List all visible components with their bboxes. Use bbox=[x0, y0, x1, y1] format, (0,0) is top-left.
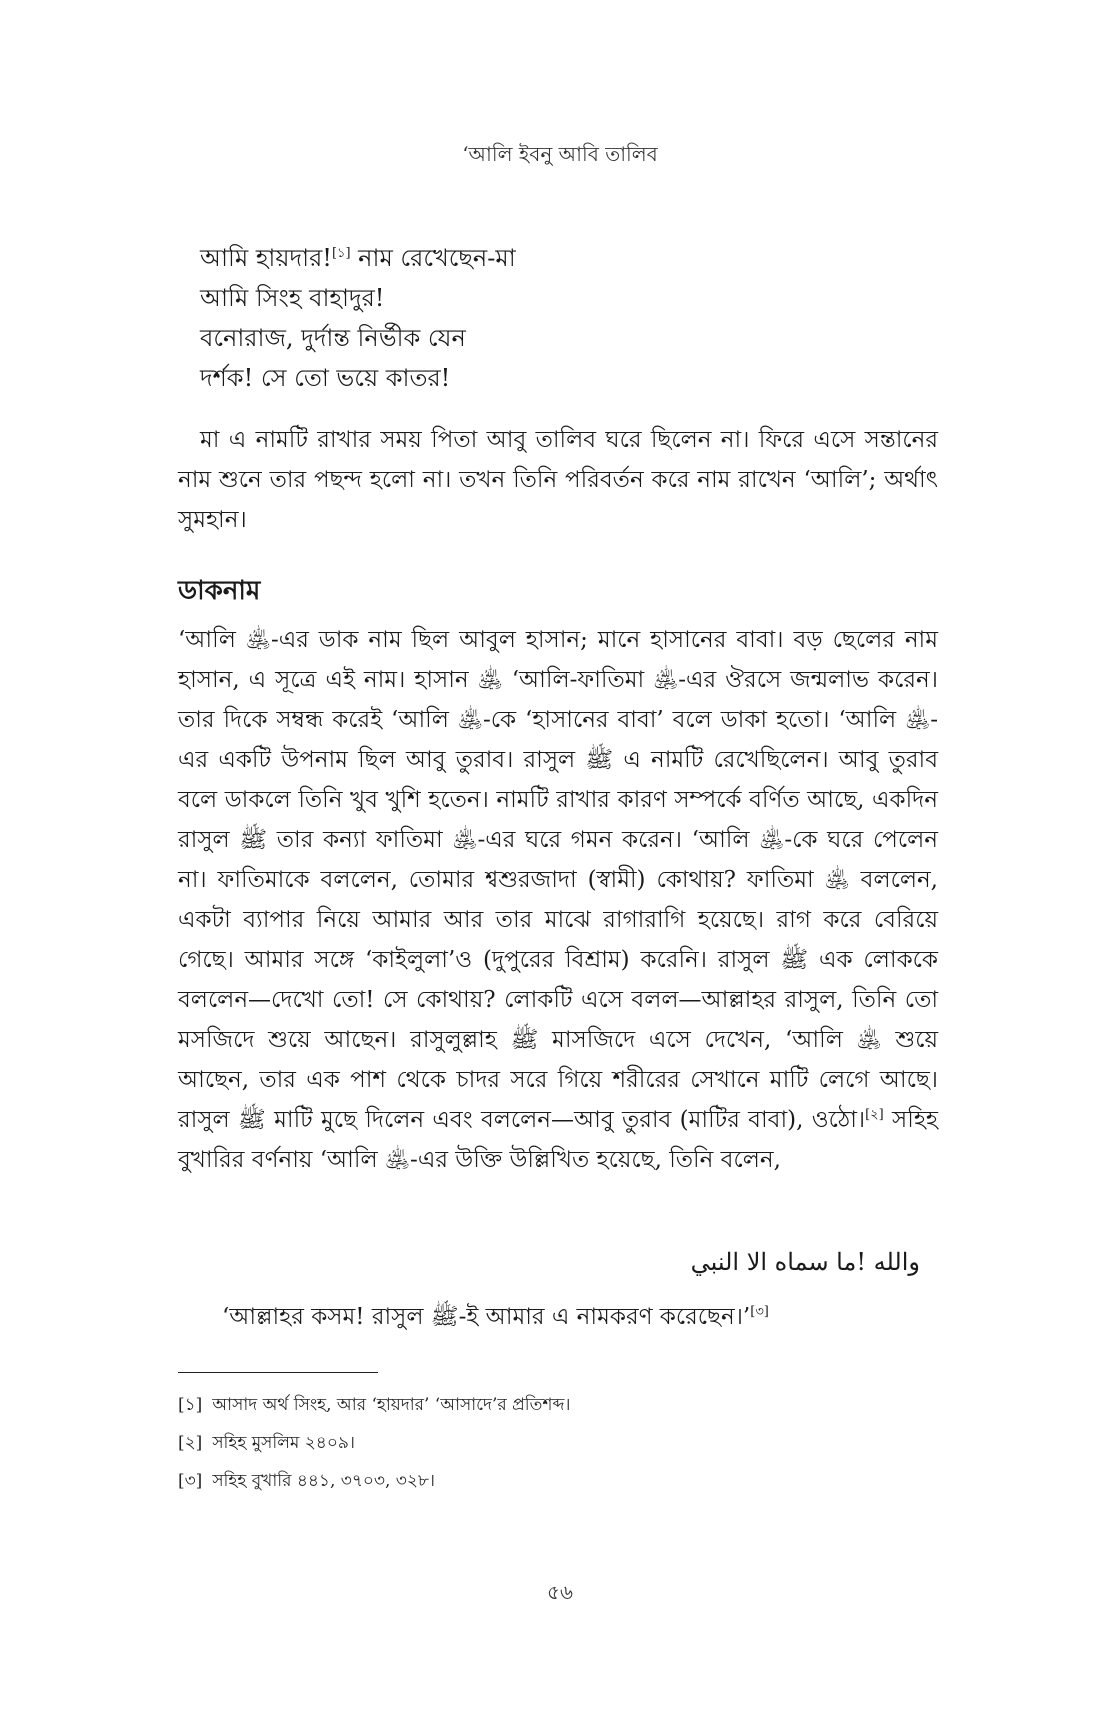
footnote-ref-3[interactable]: [৩] bbox=[750, 1304, 769, 1320]
footnote-2 bbox=[178, 1424, 571, 1462]
footnote-2-number: [২] bbox=[178, 1433, 203, 1453]
poem-line-4: দর্শক! সে তো ভয়ে কাতর! bbox=[200, 364, 451, 392]
page-number: ৫৬ bbox=[547, 1580, 573, 1604]
poem-line-3: বনোরাজ, দুর্দান্ত নির্ভীক যেন bbox=[200, 324, 466, 352]
footnote-2-text: সহিহ মুসলিম ২৪০৯। bbox=[212, 1433, 355, 1453]
footnote-ref-1[interactable]: [১] bbox=[331, 246, 351, 261]
running-head: ‘আলি ইবনু আবি তালিব bbox=[462, 142, 658, 166]
footnote-1-text: আসাদ অর্থ সিংহ, আর ‘হায়দার’ ‘আসাদে’র প্রতিশব্দ। bbox=[212, 1395, 571, 1415]
poem-line-1 bbox=[200, 238, 960, 278]
footnote-1 bbox=[178, 1386, 571, 1424]
footnote-ref-2[interactable]: [২] bbox=[865, 1107, 884, 1123]
footnote-3-text: সহিহ বুখারি ৪৪১, ৩৭০৩, ৩২৮। bbox=[212, 1471, 436, 1491]
footnote-3 bbox=[178, 1462, 571, 1500]
poem-line-1-rest: নাম রেখেছেন-মা bbox=[350, 244, 516, 272]
paragraph-2-text-end: সহিহ বুখারির বর্ণনায় ‘আলি ﵁-এর উক্তি উল্লিখিত হয়েছে, তিনি বলেন, bbox=[178, 1107, 938, 1173]
footnote-3-number: [৩] bbox=[178, 1471, 203, 1491]
translation-text: ‘আল্লাহর কসম! রাসুল ﷺ-ই আমার এ নামকরণ করেছেন।’ bbox=[222, 1304, 751, 1330]
poem bbox=[200, 238, 960, 398]
poem-line-1-text: আমি হায়দার! bbox=[200, 244, 332, 272]
paragraph-2-text: ‘আলি ﵁-এর ডাক নাম ছিল আবুল হাসান; মানে হাসানের বাবা। বড় ছেলের নাম হাসান, এ সূত্রে এই নাম। হাসান ﵁ ‘আলি-ফাতিমা ﵁-এর ঔরসে জন্মলাভ করেন। তার দিকে সম্বন্ধ করেই ‘আলি ﵁-কে ‘হাসানের বাবা’ বলে ডাকা হতো। ‘আলি ﵁-এর একটি উপনাম ছিল আবু তুরাব। রাসুল ﷺ এ নামটি রেখেছিলেন। আবু তুরাব বলে ডাকলে তিনি খুব খুশি হতেন। নামটি রাখার কারণ সম্পর্কে বর্ণিত আছে, একদিন রাসুল ﷺ তার কন্যা ফাতিমা ﵁-এর ঘরে গমন করেন। ‘আলি ﵁-কে ঘরে পেলেন না। ফাতিমাকে বললেন, তোমার শ্বশুরজাদা (স্বামী) কোথায়? ফাতিমা ﵁ বললেন, একটা ব্যাপার নিয়ে আমার আর তার মাঝে রাগারাগি হয়েছে। রাগ করে বেরিয়ে গেছে। আমার সঙ্গে ‘কাইলুলা’ও (দুপুরের বিশ্রাম) করেনি। রাসুল ﷺ এক লোককে বললেন—দেখো তো! সে কোথায়? লোকটি এসে বলল—আল্লাহর রাসুল, তিনি তো মসজিদে শুয়ে আছেন। রাসুলুল্লাহ ﷺ মাসজিদে এসে দেখেন, ‘আলি ﵁ শুয়ে আছেন, তার এক পাশ থেকে চাদর সরে গিয়ে শরীরের সেখানে মাটি লেগে আছে। রাসুল ﷺ মাটি মুছে দিলেন এবং বললেন—আবু তুরাব (মাটির বাবা), ওঠো। bbox=[178, 627, 938, 1133]
section-heading: ডাকনাম bbox=[178, 576, 261, 606]
arabic-quote: والله !ما سماه الا النبي bbox=[690, 1248, 920, 1276]
paragraph-2 bbox=[178, 620, 938, 1180]
footnotes bbox=[178, 1386, 571, 1500]
poem-line-2: আমি সিংহ বাহাদুর! bbox=[200, 284, 385, 312]
footnote-1-number: [১] bbox=[178, 1395, 203, 1415]
footnote-divider bbox=[178, 1372, 378, 1373]
paragraph-1: মা এ নামটি রাখার সময় পিতা আবু তালিব ঘরে ছিলেন না। ফিরে এসে সন্তানের নাম শুনে তার পছন্দ হলো না। তখন তিনি পরিবর্তন করে নাম রাখেন ‘আলি’; অর্থাৎ সুমহান। bbox=[178, 427, 938, 533]
quote-translation bbox=[222, 1298, 769, 1337]
